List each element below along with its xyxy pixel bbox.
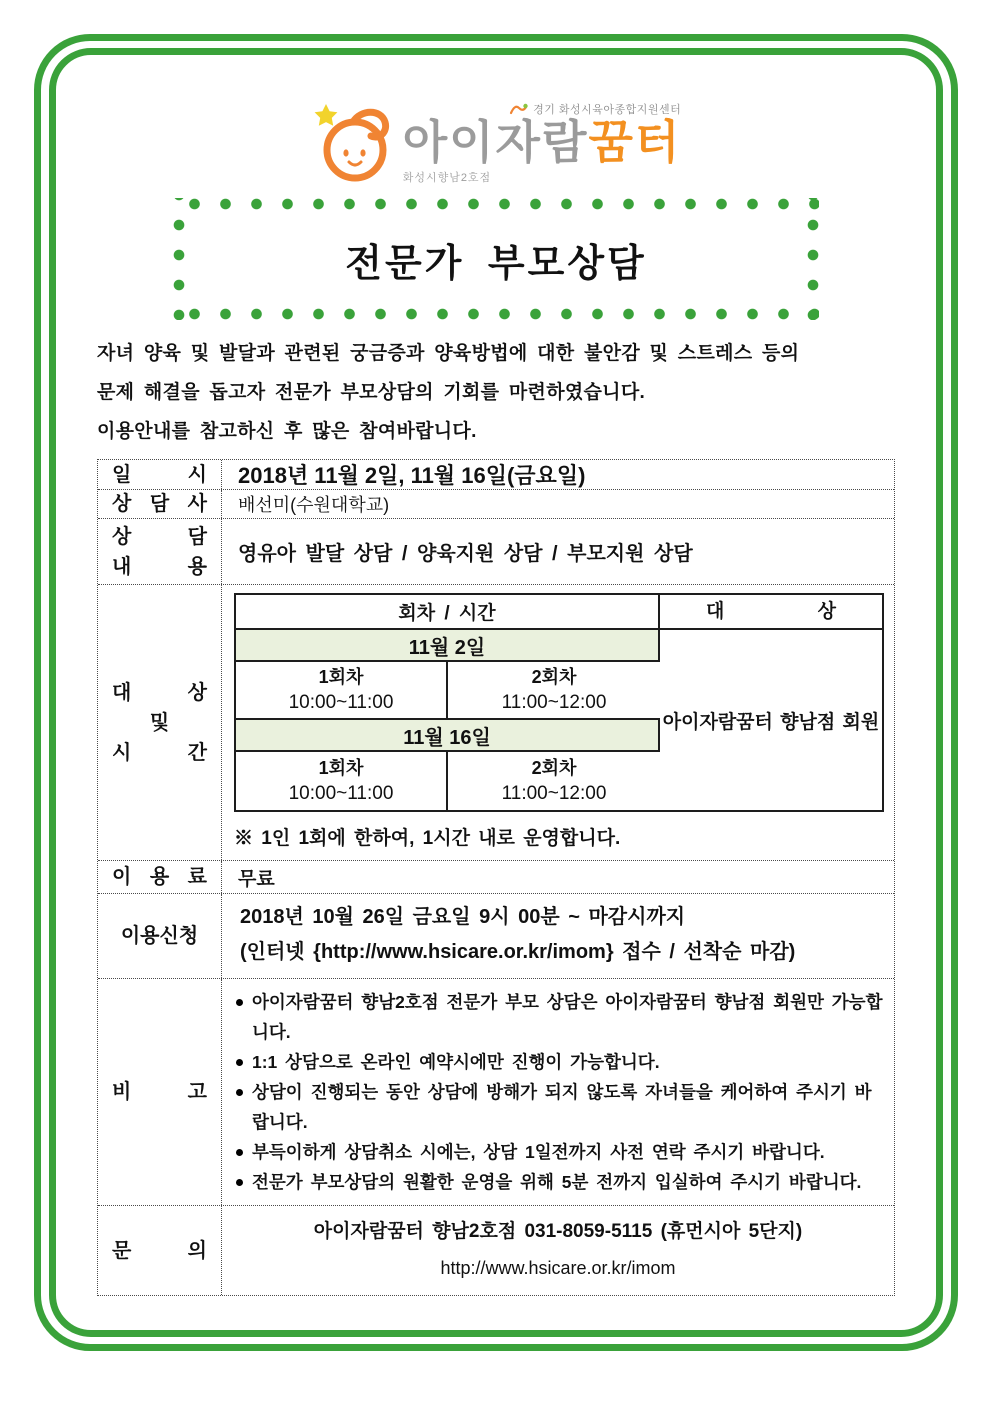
row-remarks-value <box>222 979 894 1205</box>
logo-wordmark <box>402 116 682 168</box>
row-fee-value: 무료 <box>238 868 275 890</box>
logo-text <box>403 101 682 185</box>
row-target-time <box>98 585 894 861</box>
schedule-session-cell: 1회차 10:00~11:00 <box>236 752 448 810</box>
row-contact-label: 문 의 <box>98 1206 222 1295</box>
row-apply-label: 이용신청 <box>98 894 222 978</box>
row-contact <box>98 1206 894 1295</box>
logo-branch-text: 화성시향남2호점 <box>402 172 492 184</box>
row-apply <box>98 894 894 979</box>
info-table <box>97 459 895 1296</box>
row-counselor-value: 배선미(수원대학교) <box>238 495 390 515</box>
flyer-content <box>97 100 895 1296</box>
schedule-session-cell: 1회차 10:00~11:00 <box>236 662 448 720</box>
row-counselor <box>98 490 894 519</box>
bullet-icon <box>236 1059 243 1066</box>
schedule-session-cell: 2회차 11:00~12:00 <box>501 758 607 804</box>
logo-wordmark-gray: 아이자람 <box>402 116 589 168</box>
intro-line: 문제 해결을 돕고자 전문가 부모상담의 기회를 마련하였습니다. <box>97 382 646 403</box>
logo <box>97 100 895 186</box>
bullet-icon <box>236 1089 243 1096</box>
row-remarks-label: 비 고 <box>98 979 222 1205</box>
bullet-icon <box>236 999 243 1006</box>
page-title: 전문가 부모상담 <box>345 242 647 285</box>
row-datetime-value: 2018년 11월 2일, 11월 16일(금요일) <box>238 463 586 488</box>
schedule-header-target: 대 상 <box>660 595 882 630</box>
title-box <box>173 198 819 320</box>
row-fee <box>98 861 894 894</box>
remark-item: 상담이 진행되는 동안 상담에 방해가 되지 않도록 자녀들을 케어하여 주시기 바랍니다. <box>236 1077 884 1137</box>
contact-phone-line: 아이자람꿈터 향남2호점 031-8059-5115 (휴먼시아 5단지) <box>313 1221 803 1242</box>
bullet-icon <box>236 1179 243 1186</box>
remark-item: 1:1 상담으로 온라인 예약시에만 진행이 가능합니다. <box>236 1047 884 1077</box>
row-apply-value <box>222 894 894 978</box>
schedule-session-cell: 2회차 11:00~12:00 <box>448 662 660 720</box>
remark-item: 아이자람꿈터 향남2호점 전문가 부모 상담은 아이자람꿈터 향남점 회원만 가능합니다. <box>236 987 884 1047</box>
row-remarks <box>98 979 894 1206</box>
contact-url-line: http://www.hsicare.or.kr/imom <box>440 1258 676 1278</box>
row-counselor-label: 상 담 사 <box>98 490 222 518</box>
schedule-date-1: 11월 2일 <box>236 630 660 662</box>
intro-paragraph <box>97 334 895 451</box>
schedule-target-value: 아이자람꿈터 향남점 회원 <box>662 711 880 733</box>
row-fee-label: 이 용 료 <box>98 861 222 893</box>
schedule-header-session: 회차 / 시간 <box>236 595 660 630</box>
row-target-time-value <box>222 585 894 860</box>
intro-line: 이용안내를 참고하신 후 많은 참여바랍니다. <box>97 421 477 442</box>
row-contact-value <box>222 1206 894 1295</box>
row-counsel-content <box>98 519 894 585</box>
row-counsel-content-value: 영유아 발달 상담 / 양육지원 상담 / 부모지원 상담 <box>238 543 693 565</box>
apply-line-1: 2018년 10월 26일 금요일 9시 00분 ~ 마감시까지 <box>240 906 686 928</box>
schedule-note: ※ 1인 1회에 한하여, 1시간 내로 운영합니다. <box>234 828 621 849</box>
schedule-table <box>234 593 884 812</box>
remark-item: 전문가 부모상담의 원활한 운영을 위해 5분 전까지 입실하여 주시기 바랍니다. <box>236 1167 884 1197</box>
logo-center-name-text: 경기 화성시육아종합지원센터 <box>533 104 682 116</box>
apply-line-2: (인터넷 {http://www.hsicare.or.kr/imom} 접수 / 선착순 마감) <box>240 941 796 963</box>
intro-line: 자녀 양육 및 발달과 관련된 궁금증과 양육방법에 대한 불안감 및 스트레스 등의 <box>97 343 800 364</box>
bullet-icon <box>236 1149 243 1156</box>
remark-item: 부득이하게 상담취소 시에는, 상담 1일전까지 사전 연락 주시기 바랍니다. <box>236 1137 884 1167</box>
logo-center-name <box>403 101 682 117</box>
swirl-icon <box>509 103 529 116</box>
row-datetime <box>98 460 894 490</box>
schedule-date-2: 11월 16일 <box>236 720 660 752</box>
row-datetime-label: 일 시 <box>98 460 222 489</box>
logo-wordmark-orange: 꿈터 <box>588 116 682 168</box>
row-target-time-label: 대 상 및 시 간 <box>98 585 222 860</box>
smiling-face-icon <box>311 101 393 185</box>
row-counsel-content-label: 상 담 내 용 <box>98 519 222 584</box>
